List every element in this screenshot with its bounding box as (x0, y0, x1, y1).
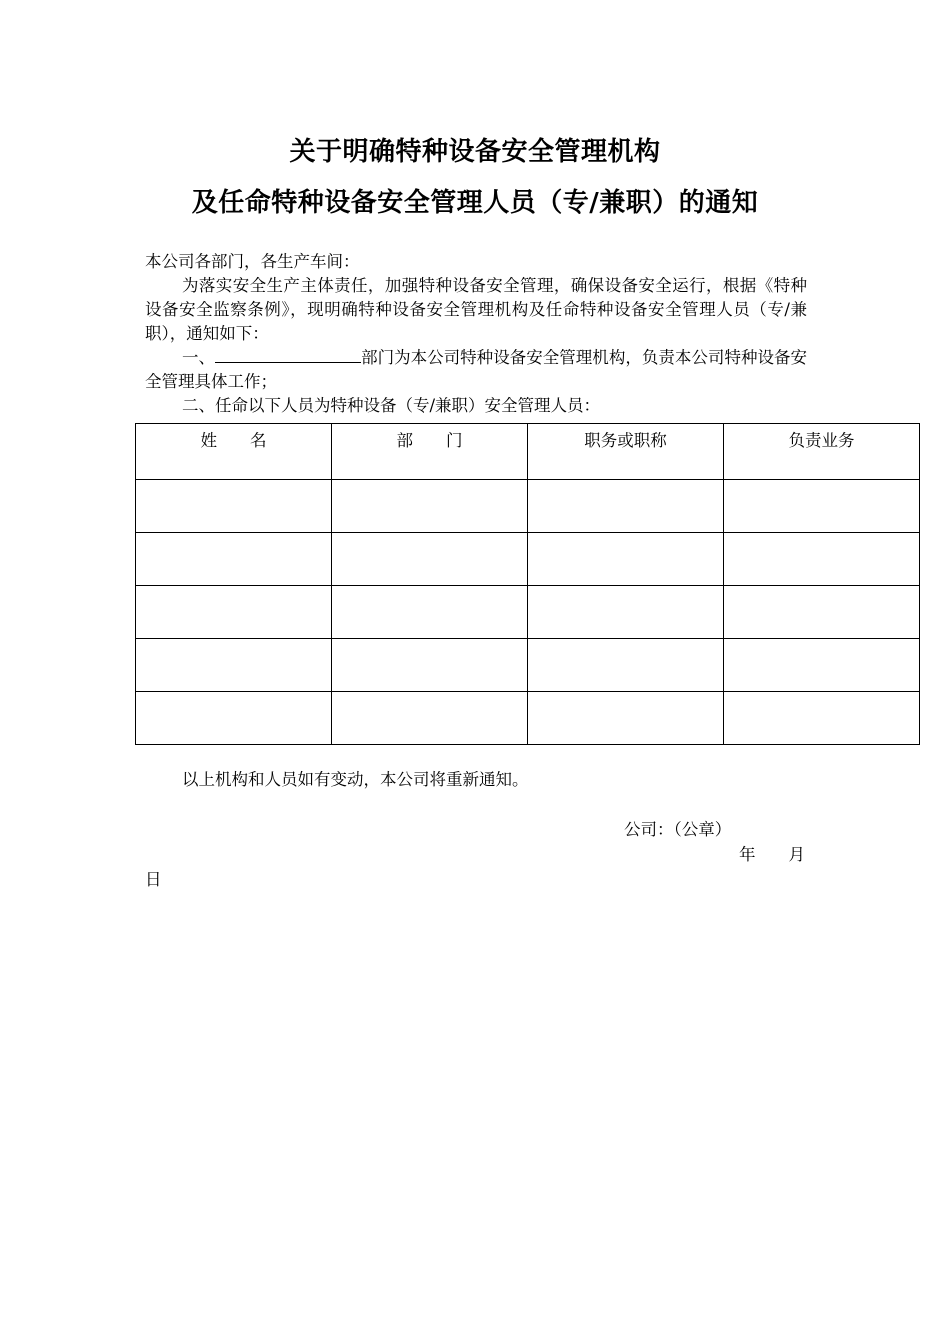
organization-blank-line[interactable] (215, 346, 361, 363)
table-cell[interactable] (136, 639, 332, 692)
table-row (136, 586, 920, 639)
table-cell[interactable] (528, 639, 724, 692)
item-2-paragraph: 二、任命以下人员为特种设备（专/兼职）安全管理人员： (182, 396, 601, 415)
closing-statement: 以上机构和人员如有变动，本公司将重新通知。 (182, 770, 529, 789)
table-cell[interactable] (332, 586, 528, 639)
document-title-line-2: 及任命特种设备安全管理人员（专/兼职）的通知 (191, 188, 759, 218)
table-cell[interactable] (332, 692, 528, 745)
staff-table (135, 423, 920, 745)
company-seal-line: 公司：（公章） (624, 820, 732, 839)
salutation: 本公司各部门，各生产车间： (145, 252, 360, 271)
header-position: 职务或职称 (528, 424, 724, 480)
header-department: 部 门 (332, 424, 528, 480)
table-cell[interactable] (724, 533, 920, 586)
table-row (136, 692, 920, 745)
intro-block (145, 274, 807, 418)
item-1-paragraph (145, 346, 807, 394)
table-cell[interactable] (136, 586, 332, 639)
table-cell[interactable] (332, 639, 528, 692)
table-cell[interactable] (724, 692, 920, 745)
table-cell[interactable] (528, 480, 724, 533)
item-1-suffix: 部门为本公司特种设备安全管理机构，负责本公司特种设备安全管理具体工作； (145, 348, 808, 391)
document-title-line-1: 关于明确特种设备安全管理机构 (289, 137, 661, 167)
table-cell[interactable] (136, 533, 332, 586)
table-header-row (136, 424, 920, 480)
table-cell[interactable] (528, 692, 724, 745)
date-year-month: 年 月 (739, 845, 805, 864)
table-row (136, 480, 920, 533)
table-cell[interactable] (528, 533, 724, 586)
table-row (136, 533, 920, 586)
table-row (136, 639, 920, 692)
table-cell[interactable] (724, 639, 920, 692)
table-cell[interactable] (332, 533, 528, 586)
item-1-prefix: 一、 (182, 348, 216, 367)
intro-paragraph: 为落实安全生产主体责任，加强特种设备安全管理，确保设备安全运行，根据《特种设备安全监察条例》，现明确特种设备安全管理机构及任命特种设备安全管理人员（专/兼职），通知如下： (145, 276, 807, 343)
table-cell[interactable] (528, 586, 724, 639)
table-cell[interactable] (724, 480, 920, 533)
header-name: 姓 名 (136, 424, 332, 480)
table-cell[interactable] (724, 586, 920, 639)
table-cell[interactable] (332, 480, 528, 533)
header-responsibility: 负责业务 (724, 424, 920, 480)
table-cell[interactable] (136, 480, 332, 533)
date-day: 日 (145, 870, 162, 889)
table-cell[interactable] (136, 692, 332, 745)
